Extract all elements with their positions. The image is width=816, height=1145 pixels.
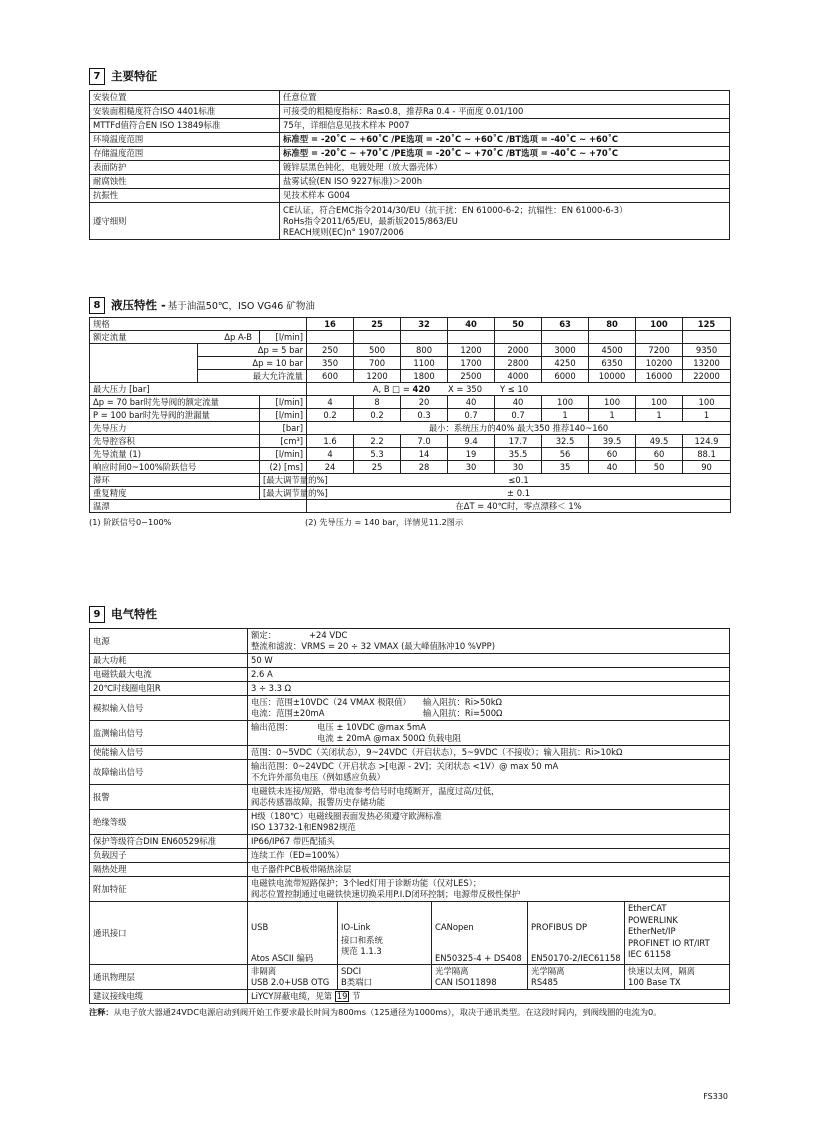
table-row — [90, 331, 731, 344]
size-header: 63 — [559, 318, 571, 329]
section-number: 8 — [89, 297, 105, 314]
text: EN50325-4 + DS408 — [435, 953, 522, 963]
table-row — [90, 344, 731, 357]
row-label: 最大功耗 — [93, 655, 127, 666]
text: Atos ASCII 编码 — [251, 953, 314, 963]
row-value: ± 0.1 — [507, 487, 531, 498]
table-row — [90, 435, 731, 448]
size-header: 16 — [324, 318, 336, 329]
hydraulic-notes — [89, 517, 730, 531]
text: IEC 61158 — [628, 949, 671, 959]
table-cell: 16000 — [645, 370, 673, 381]
table-row — [90, 474, 731, 487]
table-row — [90, 682, 730, 696]
section-9 — [89, 604, 730, 1018]
table-row — [90, 965, 730, 990]
section-title: 电气特性 — [111, 607, 157, 621]
row-label: 耐腐蚀性 — [93, 176, 127, 187]
text: +24 VDC — [309, 630, 348, 640]
text: RS485 — [531, 977, 559, 987]
table-row — [90, 422, 731, 435]
row-value: 50 W — [251, 655, 273, 666]
row-label: 绝缘等级 — [93, 816, 127, 827]
table-row — [90, 161, 730, 175]
section-7 — [89, 66, 730, 240]
table-cell: 100 — [651, 396, 668, 407]
pressure-ab: A, B □ = — [372, 383, 413, 394]
row-value: ≤0.1 — [508, 474, 529, 485]
note-1: (1) 阶跃信号0~100% — [89, 517, 172, 527]
table-row — [90, 409, 731, 422]
table-row — [90, 835, 730, 849]
main-features-table — [89, 90, 730, 240]
text: 输出范围： — [251, 722, 293, 732]
table-cell: 35 — [559, 461, 571, 472]
table-cell: 8 — [374, 396, 380, 407]
unit-label: [cm³] — [280, 435, 304, 446]
text: CAN ISO11898 — [435, 977, 497, 987]
section-number: 9 — [89, 606, 105, 623]
table-cell: 24 — [324, 461, 336, 472]
compliance-line: RoHs指令2011/65/EU，最新版2015/863/EU — [283, 215, 458, 226]
section-title: 液压特性 - — [111, 298, 166, 312]
unit-label: [l/min] — [275, 331, 304, 342]
table-row — [90, 760, 730, 785]
table-cell: 32.5 — [555, 435, 575, 446]
table-cell: 4500 — [601, 344, 623, 355]
table-row — [90, 863, 730, 877]
row-label: 通讯接口 — [93, 927, 127, 938]
text: PROFIBUS DP — [531, 922, 588, 932]
row-value: 2.6 A — [251, 669, 273, 680]
text: 电压 ± 10VDC @max 5mA — [317, 722, 426, 732]
text: 电流：范围±20mA — [251, 708, 325, 718]
table-cell: 100 — [698, 396, 715, 407]
row-value: 3 ÷ 3.3 Ω — [251, 683, 292, 694]
table-cell: 3000 — [554, 344, 576, 355]
table-cell: 25 — [371, 461, 383, 472]
row-label: 保护等级符合DIN EN60529标准 — [93, 836, 217, 847]
row-label: Δp = 70 bar时先导阀的额定流量 — [93, 396, 219, 407]
row-label: 最大压力 [bar] — [93, 383, 150, 394]
row-value: 连续工作（ED=100%） — [251, 850, 344, 861]
table-cell: 100 — [557, 396, 574, 407]
table-row — [90, 654, 730, 668]
row-label: MTTFd值符合EN ISO 13849标准 — [93, 120, 221, 131]
row-label: 温漂 — [93, 500, 110, 511]
table-cell: 7.0 — [417, 435, 431, 446]
row-value: 电子器件PCB板带隔热涂层 — [251, 864, 352, 875]
row-label: 先导腔容积 — [93, 435, 135, 446]
row-label: 附加特征 — [93, 883, 127, 894]
row-label: P = 100 bar时先导阀的泄漏量 — [93, 409, 210, 420]
table-cell: 88.1 — [697, 448, 716, 459]
text: 输出范围：0~24VDC（开启状态 >[电源 - 2V]；关闭状态 <1V）@ max 50 mA — [251, 761, 559, 771]
row-value: 见技术样本 G004 — [283, 190, 351, 201]
text: 电流 ± 20mA @max 500Ω 负载电阻 — [317, 733, 462, 743]
table-cell: 1 — [656, 409, 662, 420]
text: 阀芯位置控制通过电磁铁快速切换采用P.I.D闭环控制；电源带反极性保护 — [251, 889, 521, 899]
text: SDCI — [341, 966, 362, 976]
row-value: 最小：系统压力的40% 最大350 推荐140~160 — [428, 422, 609, 433]
text: ISO 13732-1和EN982规范 — [251, 822, 356, 832]
row-label: 安装位置 — [93, 92, 127, 103]
row-value: 盐雾试验(EN ISO 9227标准)＞200h — [283, 176, 423, 187]
flow-condition: Δp = 5 bar — [257, 344, 304, 355]
row-label: 模拟输入信号 — [93, 702, 144, 713]
table-cell: 1800 — [413, 370, 435, 381]
table-cell: 1 — [609, 409, 615, 420]
table-cell: 30 — [465, 461, 477, 472]
table-row — [90, 487, 731, 500]
row-value: IP66/IP67 带匹配插头 — [251, 836, 335, 847]
row-label: 存储温度范围 — [93, 148, 144, 159]
row-value: 标准型 = -20˚C ~ +60˚C /PE选项 = -20˚C ~ +60˚C /BT选项 = -40˚C ~ +60˚C — [283, 134, 619, 145]
row-label: 负载因子 — [93, 850, 127, 861]
section-title: 主要特征 — [111, 69, 157, 83]
text: 规范 1.1.3 — [341, 946, 382, 956]
unit-label: [bar] — [282, 422, 304, 433]
section-8-heading — [89, 295, 730, 315]
table-cell: 0.3 — [417, 409, 431, 420]
row-label: 通讯物理层 — [93, 971, 135, 982]
row-value: 可接受的粗糙度指标：Ra≤0.8，推荐Ra 0.4 - 平面度 0.01/100 — [283, 106, 524, 117]
electrical-note — [89, 1007, 730, 1018]
text: LiYCY屏蔽电缆，见第 — [251, 991, 333, 1001]
table-cell: 2.2 — [370, 435, 384, 446]
table-row — [90, 91, 730, 105]
table-cell: 40 — [465, 396, 477, 407]
table-cell: 0.2 — [370, 409, 384, 420]
row-label: 电源 — [93, 635, 110, 646]
row-label: 报警 — [93, 791, 110, 802]
table-row — [90, 849, 730, 863]
section-8 — [89, 295, 730, 531]
table-cell: 1200 — [460, 344, 482, 355]
row-value: 在ΔT = 40℃时，零点漂移＜ 1% — [455, 500, 582, 511]
table-row — [90, 629, 730, 654]
text: EtherNet/IP — [628, 926, 676, 936]
table-cell: 1200 — [366, 370, 388, 381]
table-cell: 2800 — [507, 357, 529, 368]
table-cell: 250 — [322, 344, 339, 355]
page-code: FS330 — [703, 1092, 728, 1101]
row-label: 先导压力 — [93, 422, 127, 433]
row-label: 使能输入信号 — [93, 747, 144, 758]
unit-label: (2) [ms] — [269, 461, 304, 472]
row-label: 响应时间0~100%阶跃信号 — [93, 461, 197, 472]
table-header-row — [90, 318, 731, 331]
row-label: 滞环 — [93, 474, 110, 485]
table-row — [90, 877, 730, 902]
row-label: 遵守细则 — [93, 215, 127, 226]
table-cell: 49.5 — [649, 435, 669, 446]
table-cell: 35.5 — [508, 448, 528, 459]
table-cell: 60 — [653, 448, 665, 459]
table-row — [90, 203, 730, 240]
row-value: 任意位置 — [283, 92, 317, 103]
section-9-heading — [89, 604, 730, 624]
table-cell: 90 — [701, 461, 712, 472]
table-cell: 1100 — [413, 357, 435, 368]
table-cell: 22000 — [693, 370, 720, 381]
text: 快速以太网，隔离 — [628, 966, 695, 976]
table-cell: 30 — [512, 461, 524, 472]
table-cell: 40 — [606, 461, 618, 472]
table-row — [90, 902, 730, 965]
unit-label: [l/min] — [275, 409, 304, 420]
text: H级（180℃）电磁线圈表面发热必须遵守欧洲标准 — [251, 811, 442, 821]
section-number: 7 — [89, 68, 105, 85]
table-cell: 2000 — [507, 344, 529, 355]
row-value: 镀锌层黑色钝化，电镀处理（放大器壳体） — [283, 162, 443, 173]
size-header: 40 — [465, 318, 477, 329]
text: 阀芯传感器故障，报警历史存储功能 — [251, 797, 385, 807]
table-cell: 1 — [703, 409, 710, 420]
note-label: 注释： — [89, 1007, 114, 1017]
flow-condition: 最大允许流量 — [252, 370, 304, 381]
table-cell: 56 — [559, 448, 571, 459]
table-cell: 17.7 — [508, 435, 528, 446]
size-header: 50 — [512, 318, 524, 329]
size-header: 80 — [606, 318, 618, 329]
table-cell: 2500 — [460, 370, 482, 381]
table-row — [90, 175, 730, 189]
table-row — [90, 721, 730, 746]
note-text: 从电子放大器通24VDC电源启动到阀开始工作要求最长时间为800ms（125通径为1000ms），取决于通讯类型。在这段时间内，到阀线圈的电流为0。 — [113, 1007, 662, 1017]
row-label: 故障输出信号 — [93, 766, 144, 777]
row-label: 隔热处理 — [93, 864, 127, 875]
table-cell: 5.3 — [370, 448, 384, 459]
row-label: 安装面粗糙度符合ISO 4401标准 — [93, 106, 216, 117]
text: B类端口 — [341, 977, 372, 987]
section-ref: 19 — [336, 991, 348, 1001]
table-cell: 6350 — [601, 357, 623, 368]
table-cell: 700 — [369, 357, 386, 368]
pressure-x: X = 350 — [447, 383, 483, 394]
row-label: 抗振性 — [93, 190, 119, 201]
table-cell: 100 — [604, 396, 621, 407]
text: CANopen — [435, 922, 474, 932]
text: 额定： — [251, 630, 277, 640]
table-cell: 39.5 — [602, 435, 622, 446]
text: 不允许外部负电压（例如感应负载） — [251, 772, 385, 782]
row-label: 监测输出信号 — [93, 727, 144, 738]
table-cell: 14 — [418, 448, 430, 459]
row-label: 电磁铁最大电流 — [93, 669, 152, 680]
table-cell: 4 — [327, 448, 333, 459]
text: 100 Base TX — [628, 977, 681, 987]
text: 节 — [352, 991, 361, 1001]
text: POWERLINK — [628, 914, 678, 925]
table-cell: 4250 — [554, 357, 576, 368]
text: PROFINET IO RT/IRT — [628, 937, 710, 948]
table-row — [90, 147, 730, 161]
row-value: 75年，详细信息见技术样本 P007 — [283, 120, 410, 131]
table-row — [90, 500, 731, 513]
row-label: 表面防护 — [93, 162, 127, 173]
compliance-line: REACH规则(EC)n° 1907/2006 — [283, 226, 404, 237]
electrical-table — [89, 628, 730, 1004]
flow-condition: Δp = 10 bar — [252, 357, 304, 368]
table-row — [90, 119, 730, 133]
table-cell: 19 — [465, 448, 477, 459]
size-header: 32 — [418, 318, 430, 329]
table-row — [90, 668, 730, 682]
text: 电磁铁电流带短路保护；3个led灯用于诊断功能（仅对LES）； — [251, 878, 482, 888]
text: 接口和系统 — [341, 935, 383, 945]
table-cell: 9350 — [695, 344, 718, 355]
table-cell: 4 — [327, 396, 333, 407]
text: USB 2.0+USB OTG — [251, 977, 330, 987]
table-cell: 10000 — [598, 370, 626, 381]
section-subtitle: 基于油温50℃，ISO VG46 矿物油 — [167, 301, 315, 312]
text: 输入阻抗：Ri=500Ω — [423, 708, 503, 718]
hydraulic-table — [89, 317, 731, 513]
table-cell: 13200 — [693, 357, 720, 368]
table-cell: 0.7 — [464, 409, 478, 420]
unit-label: [最大调节量的%] — [263, 474, 328, 485]
table-cell: 350 — [322, 357, 339, 368]
text: 光学隔离 — [435, 966, 469, 976]
table-cell: 600 — [322, 370, 339, 381]
text: USB — [251, 922, 269, 932]
table-cell: 800 — [416, 344, 433, 355]
section-7-heading — [89, 66, 730, 86]
size-header: 25 — [371, 318, 383, 329]
table-cell: 0.2 — [323, 409, 337, 420]
text: EN50170-2/IEC61158 — [531, 953, 621, 963]
text: IO-Link — [341, 922, 371, 932]
row-label: 环境温度范围 — [93, 134, 144, 145]
size-header: 100 — [650, 318, 668, 329]
row-value: 范围：0~5VDC（关闭状态），9~24VDC（开启状态），5~9VDC（不接收）；输入阻抗：Ri>10kΩ — [251, 747, 623, 758]
row-label: 额定流量 — [93, 331, 127, 342]
text: 电磁铁未连接/短路，带电流参考信号时电缆断开，温度过高/过低， — [251, 786, 500, 796]
unit-label: [l/min] — [275, 396, 304, 407]
row-label: 建议接线电缆 — [93, 991, 144, 1002]
table-cell: 20 — [418, 396, 430, 407]
table-cell: 10200 — [645, 357, 673, 368]
unit-label: [l/min] — [275, 448, 304, 459]
table-row — [90, 810, 730, 835]
size-header: 125 — [697, 318, 716, 329]
pressure-ab-value: 420 — [412, 383, 431, 394]
table-cell: 4000 — [507, 370, 529, 381]
table-cell: 50 — [653, 461, 665, 472]
table-cell: 9.4 — [464, 435, 478, 446]
text: 整流和滤波：VRMS = 20 ÷ 32 VMAX (最大峰值脉冲10 %VPP) — [251, 641, 495, 651]
table-cell: 6000 — [554, 370, 576, 381]
table-cell: 28 — [418, 461, 430, 472]
row-label: 先导流量 (1) — [93, 448, 142, 459]
table-row — [90, 696, 730, 721]
row-label: 20℃时线圈电阻R — [93, 683, 161, 694]
table-cell: 7200 — [648, 344, 670, 355]
table-row — [90, 189, 730, 203]
text: 电压：范围±10VDC（24 VMAX 极限值） — [251, 697, 411, 707]
table-cell: 60 — [606, 448, 618, 459]
table-row — [90, 133, 730, 147]
table-cell: 124.9 — [694, 435, 719, 446]
table-cell: 500 — [369, 344, 386, 355]
table-cell: 40 — [512, 396, 524, 407]
text: 输入阻抗：Ri>50kΩ — [423, 697, 502, 707]
table-row — [90, 448, 731, 461]
text: 非隔离 — [251, 966, 277, 976]
spec-label: 规格 — [93, 318, 110, 329]
table-cell: 1700 — [460, 357, 482, 368]
pressure-y: Y ≤ 10 — [500, 383, 529, 394]
text: 光学隔离 — [531, 966, 565, 976]
table-row — [90, 785, 730, 810]
table-row — [90, 990, 730, 1004]
unit-label: [最大调节量的%] — [263, 487, 328, 498]
compliance-line: CE认证，符合EMC指令2014/30/EU（抗干扰：EN 61000-6-2；抗辐性：EN 61000-6-3） — [283, 204, 628, 215]
table-cell: 0.7 — [511, 409, 525, 420]
table-cell: 1.6 — [323, 435, 337, 446]
table-row — [90, 105, 730, 119]
table-cell: 1 — [562, 409, 568, 420]
table-row — [90, 461, 731, 474]
row-value: 标准型 = -20˚C ~ +70˚C /PE选项 = -20˚C ~ +70˚C /BT选项 = -40˚C ~ +70˚C — [283, 148, 619, 159]
row-sublabel: Δp A-B — [224, 331, 252, 342]
text: EtherCAT — [628, 903, 667, 913]
table-row — [90, 383, 731, 396]
row-label: 重复精度 — [93, 487, 127, 498]
table-row — [90, 746, 730, 760]
table-row — [90, 396, 731, 409]
note-2: (2) 先导压力 = 140 bar，详情见11.2图示 — [305, 517, 464, 527]
